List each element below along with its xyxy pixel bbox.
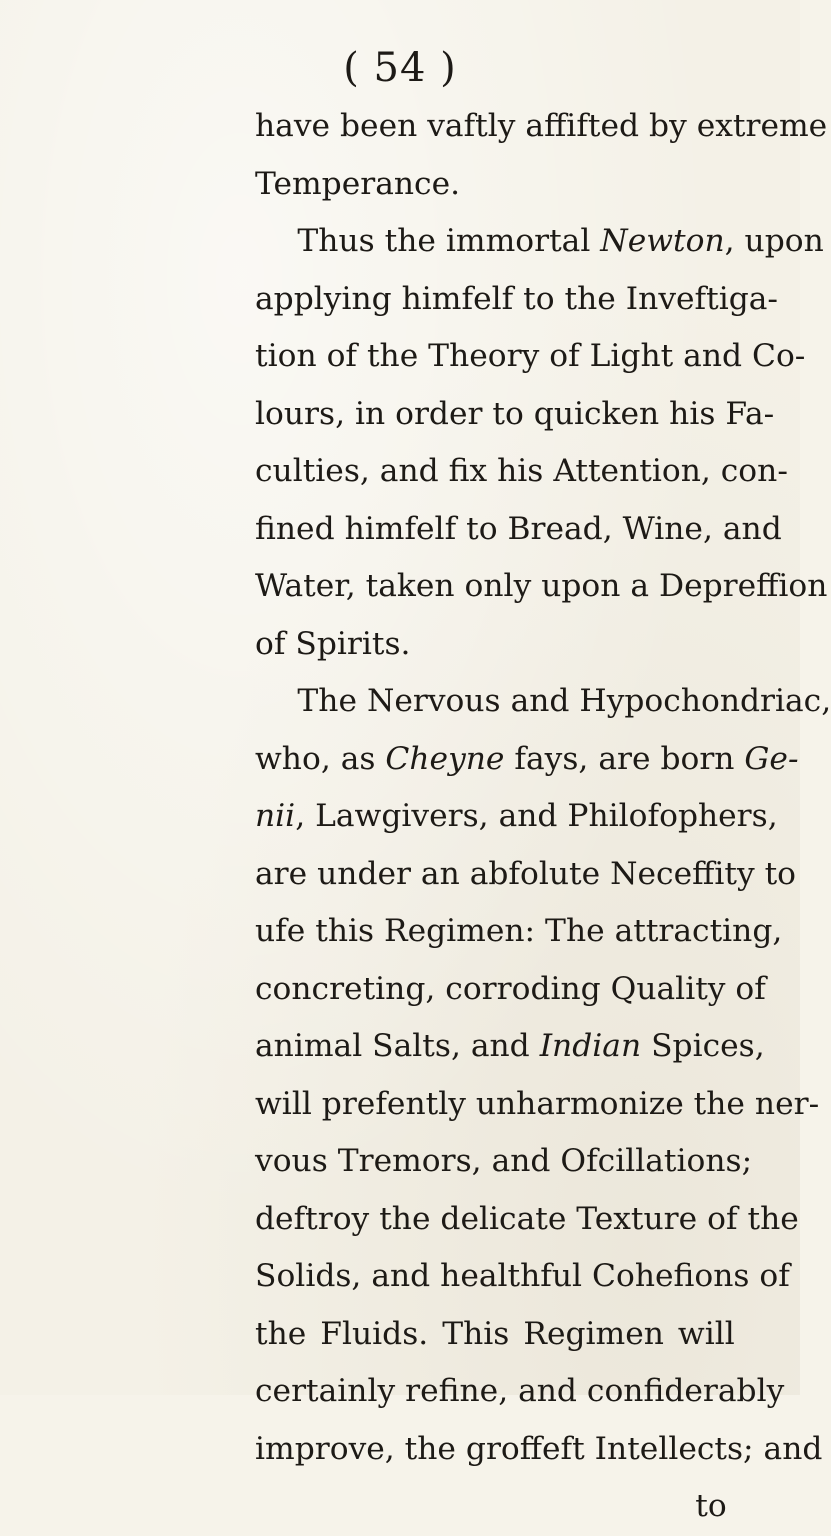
text-line: of Spirits. — [255, 625, 411, 662]
text-line: The Nervous and Hypochondriac, — [297, 683, 831, 719]
text-line: tion of the Theory of Light and Co- — [255, 338, 806, 374]
text-line: will prefently unharmonize the ner- — [255, 1085, 820, 1122]
text-line: nii, Lawgivers, and Philofophers, — [255, 798, 778, 834]
italic-name: Indian — [539, 1028, 642, 1064]
text-line: animal Salts, and Indian Spices, — [255, 1028, 765, 1064]
text-line: concreting, corroding Quality of — [255, 970, 766, 1007]
page-number: ( 54 ) — [343, 45, 457, 91]
text-line: are under an abfolute Neceffity to — [255, 855, 797, 892]
text-line: deftroy the delicate Texture of the — [255, 1200, 799, 1237]
text-line: lours, in order to quicken his Fa- — [255, 395, 775, 432]
text-line: the Fluids. This Regimen will — [255, 1315, 735, 1352]
catchword: to — [695, 1488, 727, 1524]
text-line: fined himfelf to Bread, Wine, and — [255, 510, 782, 547]
text-line: have been vaftly affifted by extreme — [255, 108, 828, 144]
text-line: who, as Cheyne fays, are born Ge- — [255, 740, 799, 777]
text-line: ufe this Regimen: The attracting, — [255, 913, 783, 949]
text-line: culties, and fix his Attention, con- — [255, 453, 788, 489]
text-line: improve, the groffeft Intellects; and — [255, 1430, 823, 1467]
text-line: Thus the immortal Newton, upon — [297, 223, 824, 259]
text-line: Temperance. — [255, 165, 461, 202]
body-text — [255, 98, 831, 1536]
text-line: Solids, and healthful Cohefions of — [255, 1258, 790, 1294]
text-line: applying himfelf to the Inveftiga- — [255, 280, 779, 317]
text-line: vous Tremors, and Ofcillations; — [255, 1143, 753, 1179]
text-line: Water, taken only upon a Depreffion — [255, 568, 828, 604]
text-line: certainly refine, and confiderably — [255, 1373, 785, 1409]
italic-name: Newton — [600, 223, 725, 259]
italic-name: Cheyne — [385, 740, 505, 777]
